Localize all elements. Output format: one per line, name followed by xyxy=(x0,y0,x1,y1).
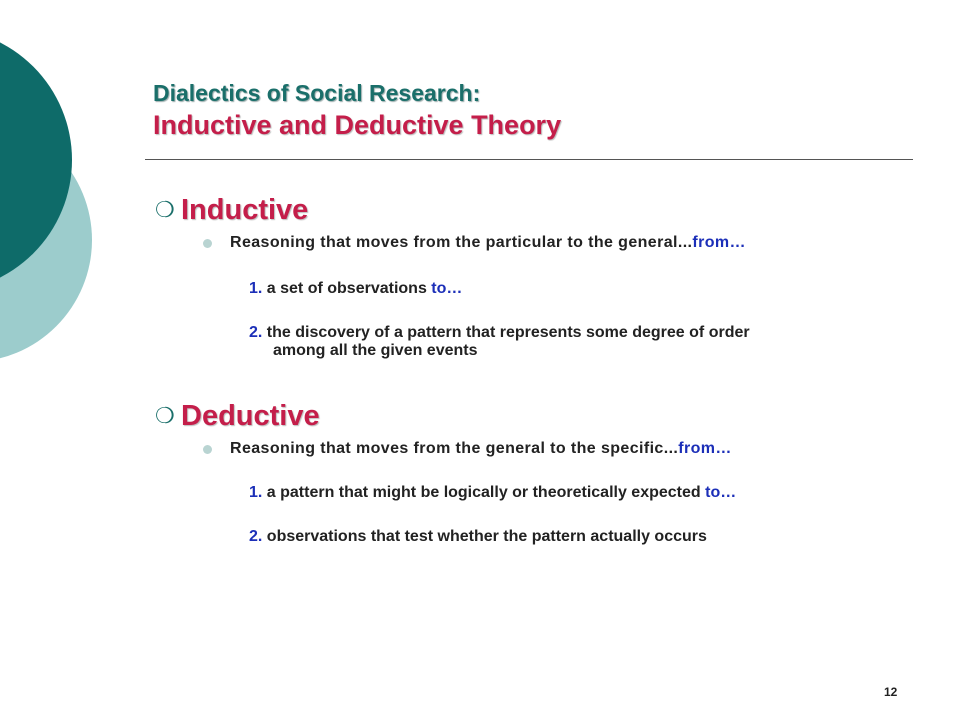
list-item xyxy=(249,280,750,298)
item-number: 1. xyxy=(249,280,263,297)
bullet-point xyxy=(203,440,736,458)
section-heading: Deductive xyxy=(181,399,320,432)
section-deductive xyxy=(155,398,736,546)
dot-bullet-icon xyxy=(203,239,212,248)
title-divider xyxy=(145,159,913,160)
title-line-2: Inductive and Deductive Theory xyxy=(153,110,562,140)
bullet-text: Reasoning that moves from the general to the specific... xyxy=(230,440,679,457)
slide-title xyxy=(153,78,913,142)
decorative-circles xyxy=(0,0,140,420)
section-inductive xyxy=(155,192,750,360)
item-text: a set of observations xyxy=(262,280,432,297)
title-line-1: Dialectics of Social Research: xyxy=(153,80,481,106)
item-tail: to… xyxy=(431,280,463,297)
page-number: 12 xyxy=(884,685,898,699)
item-tail: to… xyxy=(705,484,737,501)
list-item xyxy=(249,324,750,342)
hollow-square-bullet-icon: ❍ xyxy=(155,197,175,222)
item-text: observations that test whether the pattern actually occurs xyxy=(262,528,707,545)
section-heading: Inductive xyxy=(181,193,309,226)
item-text: the discovery of a pattern that represents some degree of order xyxy=(262,324,750,341)
list-item xyxy=(249,484,736,502)
bullet-point xyxy=(203,234,750,252)
bullet-link-word: from… xyxy=(678,440,732,457)
item-continuation: among all the given events xyxy=(273,342,478,359)
item-text: a pattern that might be logically or theoretically expected xyxy=(262,484,706,501)
hollow-square-bullet-icon: ❍ xyxy=(155,403,175,428)
item-number: 2. xyxy=(249,324,263,341)
item-number: 2. xyxy=(249,528,263,545)
bullet-text: Reasoning that moves from the particular to the general... xyxy=(230,234,693,251)
list-item xyxy=(249,528,736,546)
item-number: 1. xyxy=(249,484,263,501)
bullet-link-word: from… xyxy=(692,234,746,251)
dot-bullet-icon xyxy=(203,445,212,454)
